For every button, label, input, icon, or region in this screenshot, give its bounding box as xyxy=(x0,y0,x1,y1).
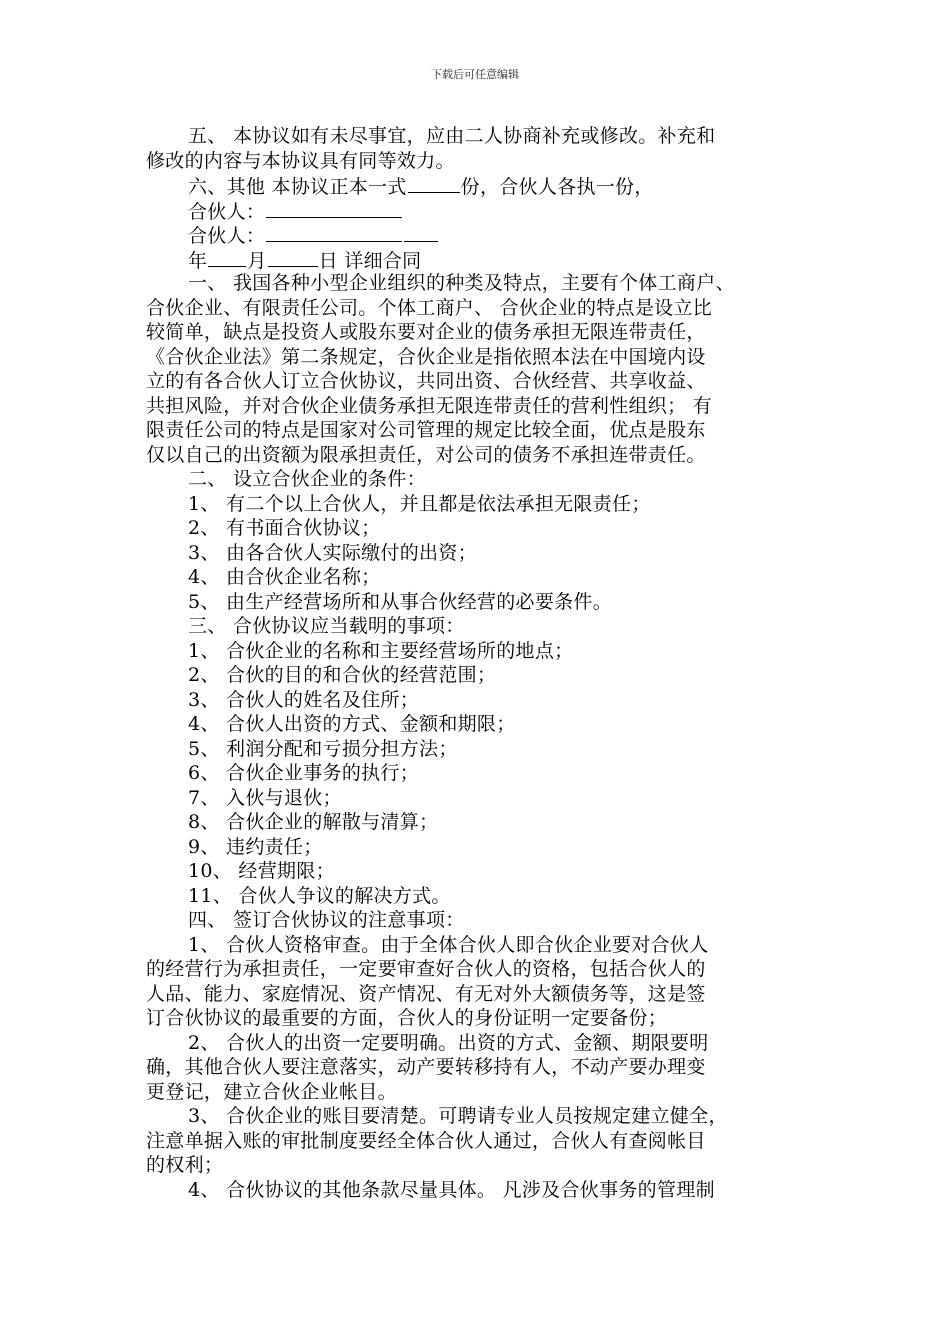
text-line: 2、 有书面合伙协议； xyxy=(188,517,381,539)
text-line: 1、 合伙企业的名称和主要经营场所的地点； xyxy=(188,639,574,662)
text-line: 4、 由合伙企业名称； xyxy=(188,566,381,588)
text-line: 5、 利润分配和亏损分担方法； xyxy=(188,737,458,760)
text-segment: 年 xyxy=(188,249,208,272)
text-line: 3、 合伙企业的账目要清楚。可聘请专业人员按规定建立健全， xyxy=(188,1105,728,1127)
text-line: 11、 合伙人争议的解决方式。 xyxy=(188,884,451,907)
text-line: 共担风险，并对合伙企业债务承担无限连带责任的营利性组织； 有 xyxy=(146,394,713,417)
text-line: 4、 合伙协议的其他条款尽量具体。 凡涉及合伙事务的管理制 xyxy=(188,1178,715,1201)
text-line: 9、 违约责任； xyxy=(188,835,323,858)
header-caption: 下载后可任意编辑 xyxy=(431,68,519,81)
text-line: 1、 有二个以上合伙人，并且都是依法承担无限责任； xyxy=(188,492,651,515)
text-line: 五、 本协议如有未尽事宜，应由二人协商补充或修改。补充和 xyxy=(188,125,716,147)
text-line: 2、 合伙人的出资一定要明确。出资的方式、金额、期限要明 xyxy=(188,1031,709,1054)
text-segment: 份，合伙人各执一份， xyxy=(460,176,654,198)
text-line: 3、 合伙人的姓名及住所； xyxy=(188,688,420,711)
text-line xyxy=(146,198,811,223)
text-line: 立的有各合伙人订立合伙协议，共同出资、合伙经营、共享收益、 xyxy=(146,370,706,392)
text-line: 订合伙协议的最重要的方面，合伙人的身份证明一定要备份； xyxy=(146,1007,668,1029)
text-line: 7、 入伙与退伙； xyxy=(188,786,342,809)
text-line xyxy=(146,222,811,247)
text-line: 一、 我国各种小型企业组织的种类及特点，主要有个体工商户、 xyxy=(188,272,735,294)
text-line: 1、 合伙人资格审查。由于全体合伙人即合伙企业要对合伙人 xyxy=(188,933,709,956)
text-line: 4、 合伙人出资的方式、金额和期限； xyxy=(188,713,516,735)
text-line: 的权利； xyxy=(146,1154,224,1176)
text-line: 注意单据入账的审批制度要经全体合伙人通过，合伙人有查阅帐目 xyxy=(146,1129,706,1152)
text-line: 二、 设立合伙企业的条件： xyxy=(188,468,426,490)
text-line: 《合伙企业法》第二条规定，合伙企业是指依照本法在中国境内设 xyxy=(146,345,706,368)
text-line: 8、 合伙企业的解散与清算； xyxy=(188,811,439,833)
text-line: 10、 经营期限； xyxy=(188,860,335,882)
text-segment: 日 详细合同 xyxy=(318,249,422,272)
text-segment: 合伙人： xyxy=(188,200,266,223)
text-line: 6、 合伙企业事务的执行； xyxy=(188,762,420,784)
document-body xyxy=(146,124,811,1202)
text-line: 仅以自己的出资额为限承担责任，对公司的债务不承担连带责任。 xyxy=(146,443,706,466)
text-line: 较简单，缺点是投资人或股东要对企业的债务承担无限连带责任， xyxy=(146,321,706,343)
text-segment: 月 xyxy=(247,249,267,272)
text-line: 确，其他合伙人要注意落实，动产要转移持有人，不动产要办理变 xyxy=(146,1056,706,1078)
text-line: 更登记，建立合伙企业帐目。 xyxy=(146,1080,397,1103)
blank-line xyxy=(208,247,246,267)
text-line: 四、 签订合伙协议的注意事项： xyxy=(188,909,465,931)
text-line: 修改的内容与本协议具有同等效力。 xyxy=(146,149,455,172)
text-segment: 合伙人： xyxy=(188,225,266,247)
text-line: 合伙企业、有限责任公司。个体工商户、 合伙企业的特点是设立比 xyxy=(146,296,713,319)
text-line: 3、 由各合伙人实际缴付的出资； xyxy=(188,541,477,564)
text-line: 限责任公司的特点是国家对公司管理的规定比较全面，优点是股东 xyxy=(146,419,706,441)
text-line: 5、 由生产经营场所和从事合伙经营的必要条件。 xyxy=(188,590,613,613)
blank-line xyxy=(266,222,402,242)
text-line: 人品、能力、家庭情况、资产情况、有无对外大额债务等，这是签 xyxy=(146,982,706,1005)
page-header xyxy=(0,66,950,82)
text-line xyxy=(146,247,811,272)
blank-line xyxy=(268,247,318,267)
text-line xyxy=(146,173,811,198)
blank-line xyxy=(266,198,402,218)
text-line: 的经营行为承担责任，一定要审查好合伙人的资格，包括合伙人的 xyxy=(146,958,706,980)
blank-line xyxy=(404,222,438,242)
text-line: 三、 合伙协议应当载明的事项： xyxy=(188,615,465,637)
text-line: 2、 合伙的目的和合伙的经营范围； xyxy=(188,664,497,686)
text-segment: 六、其他 本协议正本一式 xyxy=(188,176,407,198)
blank-line xyxy=(408,173,460,193)
